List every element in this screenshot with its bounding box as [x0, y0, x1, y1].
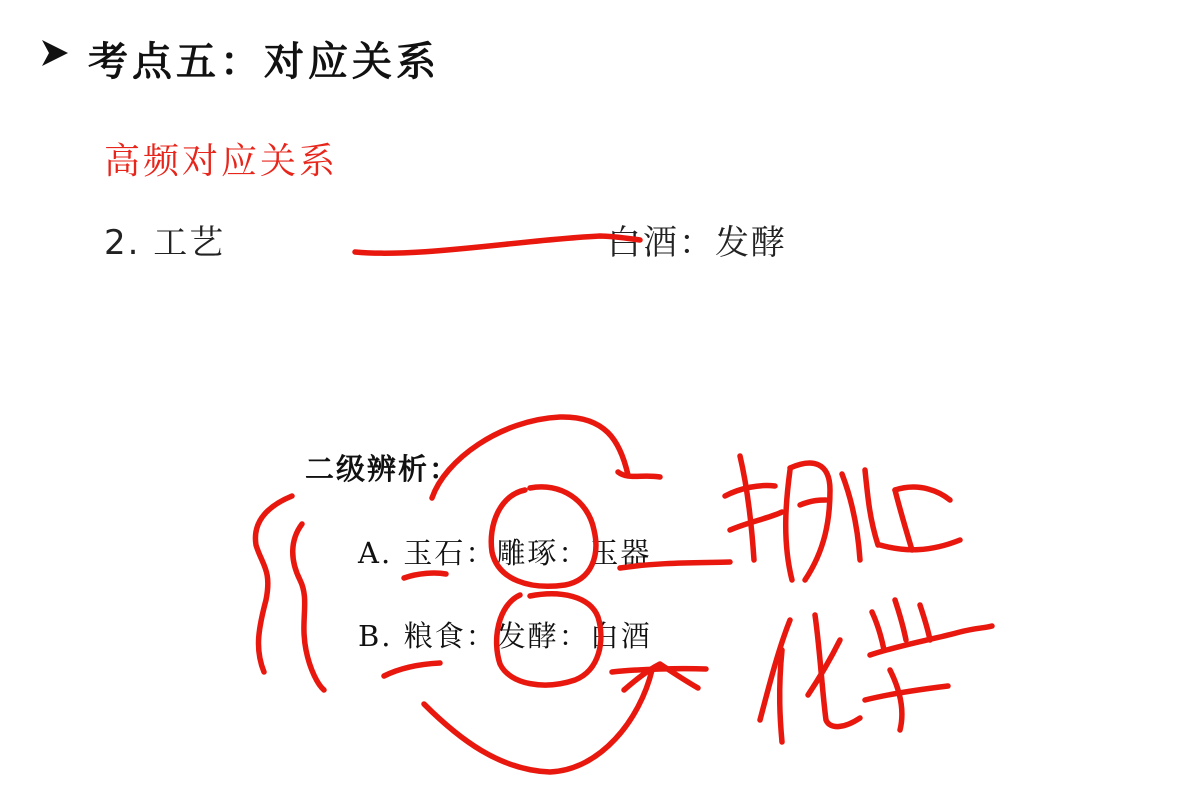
option-a: A. 玉石：雕琢：玉器 [358, 536, 652, 570]
page-title: 考点五：对应关系 [88, 38, 440, 85]
ink-char-xue-1 [872, 612, 884, 650]
ink-char-li-3 [895, 490, 912, 550]
ink-char-xue-4 [870, 626, 992, 655]
ink-char-li-4 [895, 487, 950, 500]
ink-arch-hook [618, 472, 660, 477]
ink-arrowhead [624, 664, 698, 690]
item-value: 白酒：发酵 [607, 223, 787, 263]
ink-underline-stroke [355, 236, 640, 253]
ink-char-hua-3 [815, 615, 860, 727]
option-b: B. 粮食：发酵：白酒 [358, 619, 652, 653]
ink-wave-2 [293, 524, 324, 690]
ink-dash-b [384, 663, 440, 676]
ink-bottom-curve [424, 670, 652, 772]
ink-char-hua-4 [808, 640, 840, 695]
ink-dash-b2 [612, 669, 706, 672]
ink-char-li-1 [842, 474, 860, 560]
ink-char-wu-5 [790, 463, 830, 580]
ink-char-wu-1 [740, 456, 754, 560]
sub-section-title: 二级辨析： [305, 452, 461, 486]
ink-char-xue-3 [920, 605, 930, 640]
triangle-bullet-icon [38, 36, 72, 70]
ink-arch-stroke [432, 417, 628, 498]
section-subheading: 高频对应关系 [104, 141, 339, 182]
ink-char-wu-6 [800, 500, 826, 505]
ink-wave-1 [255, 496, 292, 672]
ink-char-wu-3 [730, 512, 782, 530]
ink-char-li-5 [880, 540, 960, 550]
ink-char-hua-1 [760, 620, 790, 720]
ink-char-wu-2 [725, 485, 775, 496]
ink-char-li-2 [865, 470, 878, 545]
item-label: 2. 工艺 [104, 223, 226, 263]
ink-dash-a [404, 573, 446, 578]
ink-char-xue-2 [895, 600, 906, 640]
ink-char-wu-4 [786, 470, 792, 580]
ink-char-xue-6 [865, 686, 948, 700]
ink-char-xue-5 [890, 670, 902, 730]
ink-char-hua-2 [780, 650, 782, 742]
